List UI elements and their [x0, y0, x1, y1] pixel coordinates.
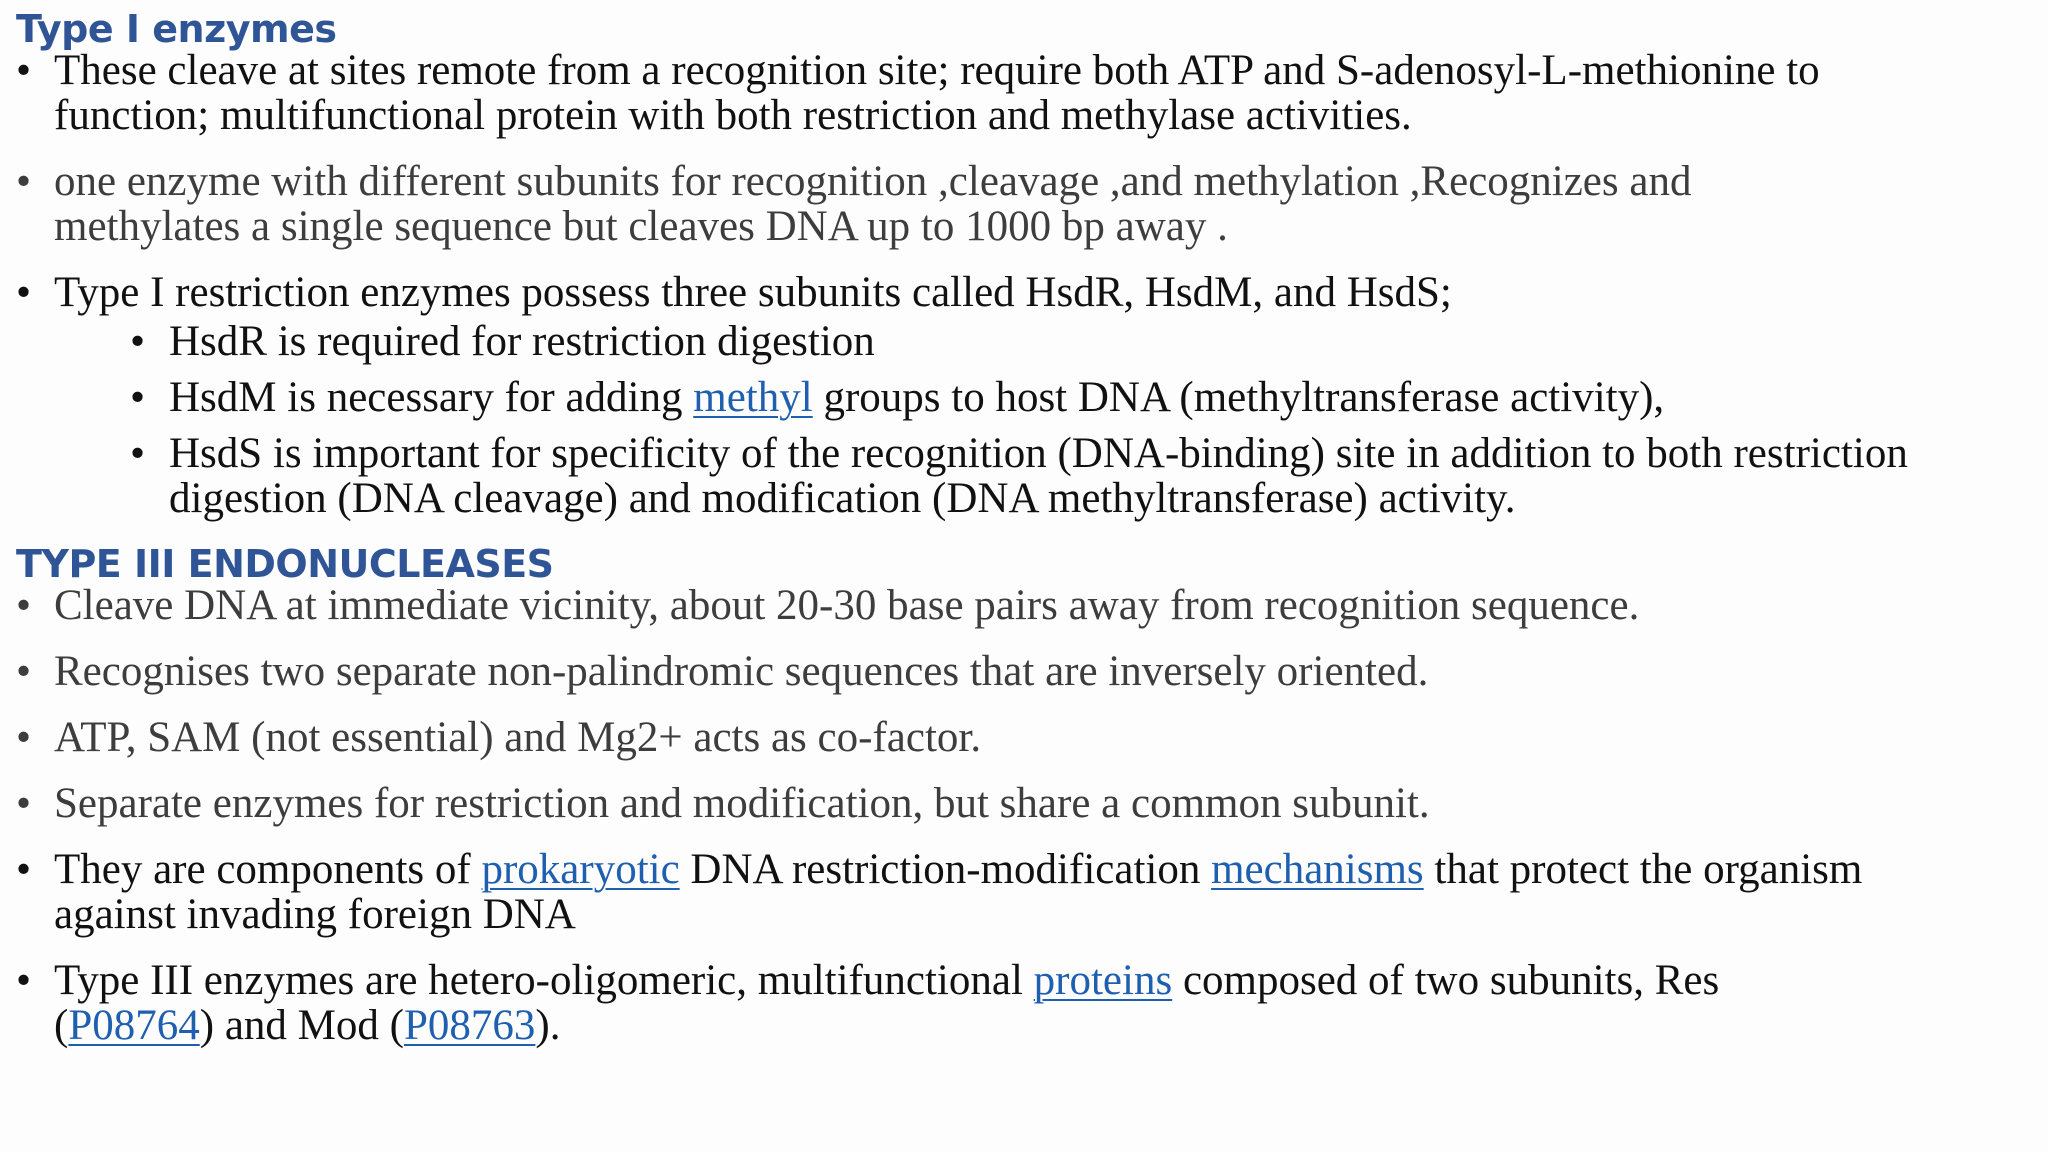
bullet-line: function; multifunctional protein with both restriction and methylase activities.: [54, 92, 1412, 139]
section-heading-type-iii: TYPE III ENDONUCLEASES: [16, 542, 554, 586]
sub-bullet-item: [54, 431, 2032, 521]
bullet-item: [16, 781, 2032, 826]
bullet-line: These cleave at sites remote from a recognition site; require both ATP and S-adenosyl-L-methionine to: [54, 47, 1820, 94]
sub-bullet-item: [54, 319, 2032, 364]
mechanisms-link[interactable]: mechanisms: [1211, 846, 1424, 893]
bullet-item: [16, 48, 2032, 138]
uniprot-p08763-link[interactable]: P08763: [403, 1002, 536, 1049]
bullet-item: [16, 649, 2032, 694]
prokaryotic-link[interactable]: prokaryotic: [481, 846, 680, 893]
proteins-link[interactable]: proteins: [1033, 957, 1173, 1004]
bullet-item: [16, 270, 2032, 521]
bullet-text: DNA restriction-modification: [679, 846, 1212, 893]
bullet-line: against invading foreign DNA: [54, 891, 576, 938]
methyl-link[interactable]: methyl: [693, 374, 813, 421]
bullet-item: [16, 847, 2032, 937]
bullet-text: Cleave DNA at immediate vicinity, about 20-30 base pairs away from recognition sequence.: [54, 582, 1640, 629]
type-iii-bullet-list: [16, 583, 2032, 1048]
bullet-item: [16, 159, 2032, 249]
bullet-item: [16, 958, 2032, 1048]
bullet-text: that protect the organism: [1423, 846, 1863, 893]
bullet-line: methylates a single sequence but cleaves DNA up to 1000 bp away .: [54, 203, 1228, 250]
bullet-text: ).: [535, 1002, 561, 1049]
sub-bullet-text: HsdR is required for restriction digestion: [169, 318, 875, 365]
bullet-text: ) and Mod (: [199, 1002, 404, 1049]
section-heading-type-i: Type I enzymes: [16, 7, 337, 51]
bullet-text: composed of two subunits, Res: [1172, 957, 1720, 1004]
bullet-text: Separate enzymes for restriction and modification, but share a common subunit.: [54, 780, 1430, 827]
bullet-text: Recognises two separate non-palindromic sequences that are inversely oriented.: [54, 648, 1429, 695]
uniprot-p08764-link[interactable]: P08764: [68, 1002, 200, 1049]
bullet-text: ATP, SAM (not essential) and Mg2+ acts as co-factor.: [54, 714, 982, 761]
sub-bullet-line: digestion (DNA cleavage) and modification (DNA methyltransferase) activity.: [169, 475, 1516, 522]
type-i-bullet-list: [16, 48, 2032, 521]
sub-bullet-item: [54, 375, 2032, 420]
subunit-sublist: [54, 319, 2032, 521]
bullet-text: They are components of: [54, 846, 482, 893]
sub-bullet-text: groups to host DNA (methyltransferase activity),: [812, 374, 1665, 421]
bullet-item: [16, 583, 2032, 628]
bullet-line: one enzyme with different subunits for recognition ,cleavage ,and methylation ,Recognizes and: [54, 158, 1692, 205]
bullet-item: [16, 715, 2032, 760]
sub-bullet-line: HsdS is important for specificity of the recognition (DNA-binding) site in addition to both restriction: [169, 430, 1908, 477]
bullet-line: Type I restriction enzymes possess three subunits called HsdR, HsdM, and HsdS;: [54, 269, 1452, 316]
sub-bullet-text: HsdM is necessary for adding: [169, 374, 694, 421]
bullet-text: Type III enzymes are hetero-oligomeric, multifunctional: [54, 957, 1034, 1004]
bullet-text: (: [54, 1002, 69, 1049]
